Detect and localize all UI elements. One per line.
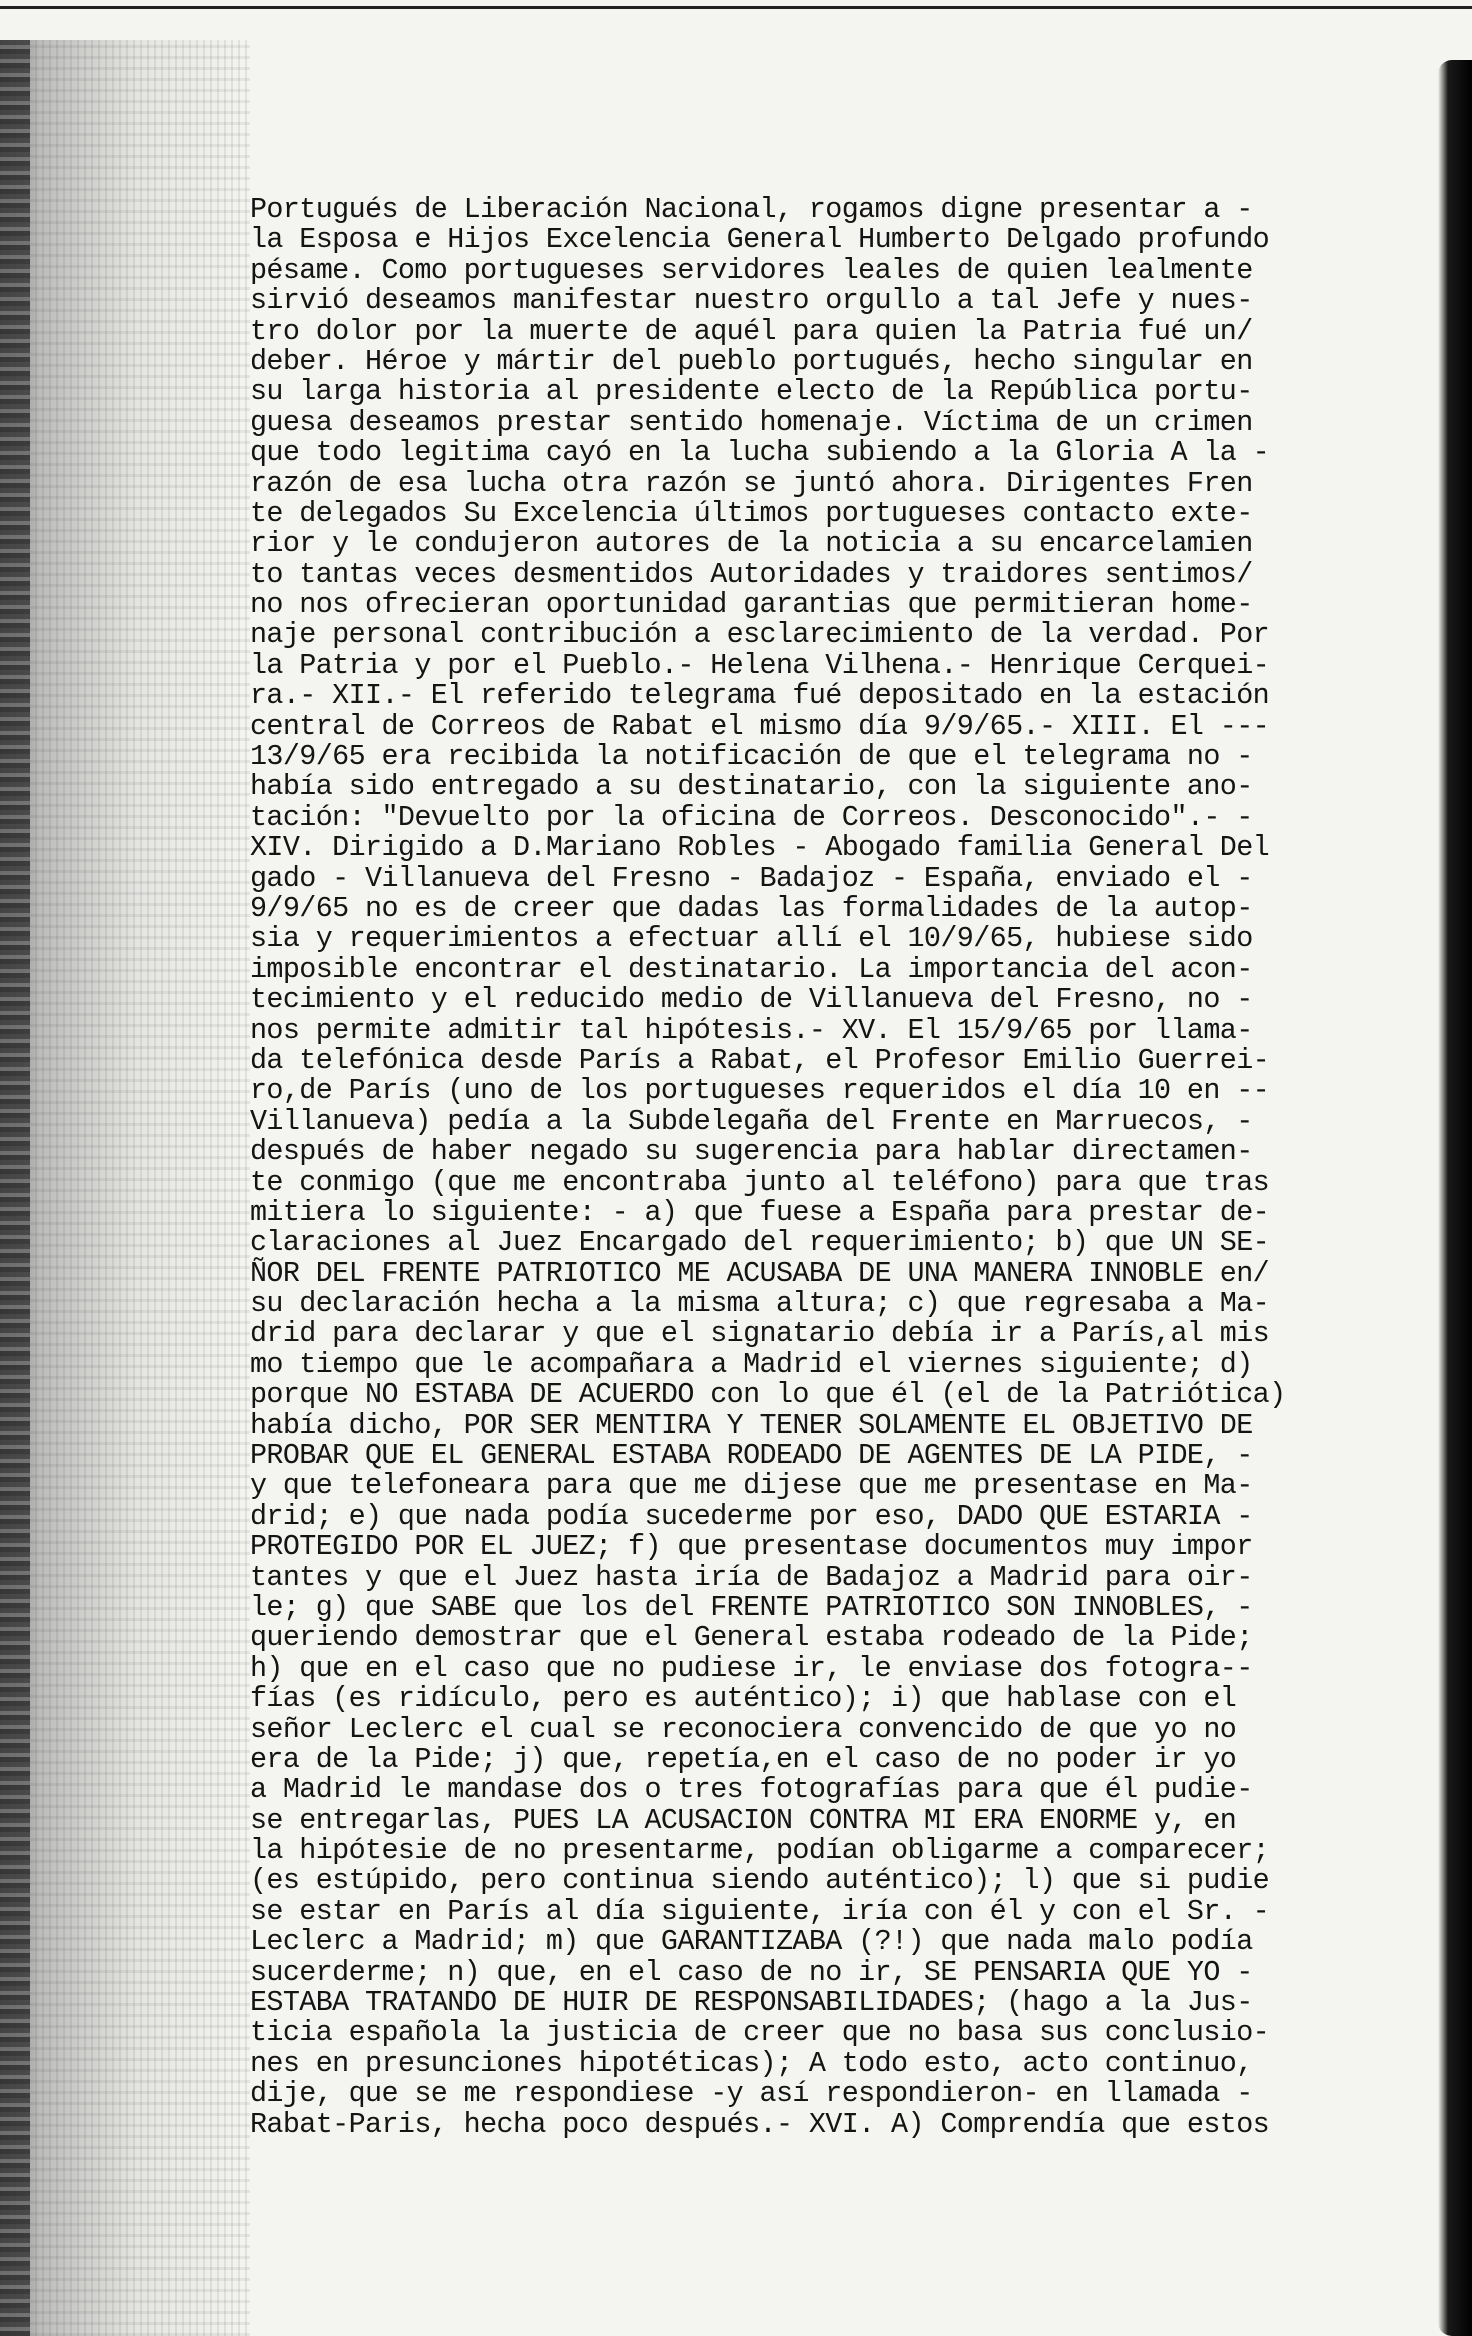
- text-line: h) que en el caso que no pudiese ir, le enviase dos fotogra--: [250, 1651, 1253, 1685]
- text-line: dije, que se me respondiese -y así respondieron- en llamada -: [250, 2077, 1253, 2111]
- text-line: 9/9/65 no es de creer que dadas las formalidades de la autop-: [250, 891, 1253, 925]
- text-line: la hipótesie de no presentarme, podían obligarme a comparecer;: [250, 1834, 1270, 1868]
- text-line: sirvió deseamos manifestar nuestro orgullo a tal Jefe y nues-: [250, 284, 1253, 318]
- text-line: nes en presunciones hipotéticas); A todo esto, acto continuo,: [250, 2046, 1253, 2080]
- text-line: había dicho, POR SER MENTIRA Y TENER SOLAMENTE EL OBJETIVO DE: [250, 1408, 1253, 1442]
- text-line: su declaración hecha a la misma altura; c) que regresaba a Ma-: [250, 1287, 1270, 1321]
- text-line: te delegados Su Excelencia últimos portugueses contacto exte-: [250, 496, 1253, 530]
- text-line: naje personal contribución a esclarecimiento de la verdad. Por: [250, 618, 1270, 652]
- text-line: XIV. Dirigido a D.Mariano Robles - Abogado familia General Del: [250, 831, 1270, 865]
- text-line: tación: "Devuelto por la oficina de Correos. Desconocido".- -: [250, 800, 1253, 834]
- text-line: no nos ofrecieran oportunidad garantias que permitieran home-: [250, 588, 1253, 622]
- text-line: había sido entregado a su destinatario, con la siguiente ano-: [250, 770, 1253, 804]
- text-line: tantes y que el Juez hasta iría de Badajoz a Madrid para oir-: [250, 1560, 1253, 1594]
- text-line: guesa deseamos prestar sentido homenaje. Víctima de un crimen: [250, 405, 1253, 439]
- text-line: central de Correos de Rabat el mismo día 9/9/65.- XIII. El ---: [250, 709, 1270, 743]
- text-line: Villanueva) pedía a la Subdelegaña del Frente en Marruecos, -: [250, 1104, 1253, 1138]
- text-line: ÑOR DEL FRENTE PATRIOTICO ME ACUSABA DE UNA MANERA INNOBLE en/: [250, 1256, 1270, 1290]
- text-line: deber. Héroe y mártir del pueblo portugués, hecho singular en: [250, 344, 1253, 378]
- text-line: y que telefoneara para que me dijese que me presentase en Ma-: [250, 1469, 1253, 1503]
- text-line: mitiera lo siguiente: - a) que fuese a España para prestar de-: [250, 1195, 1270, 1229]
- text-line: se estar en París al día siguiente, iría con él y con el Sr. -: [250, 1894, 1270, 1928]
- text-line: tro dolor por la muerte de aquél para quien la Patria fué un/: [250, 314, 1253, 348]
- text-line: porque NO ESTABA DE ACUERDO con lo que él (el de la Patriótica): [250, 1378, 1286, 1412]
- text-line: 13/9/65 era recibida la notificación de que el telegrama no -: [250, 740, 1253, 774]
- text-line: después de haber negado su sugerencia para hablar directamen-: [250, 1135, 1253, 1169]
- text-line: PROTEGIDO POR EL JUEZ; f) que presentase documentos muy impor: [250, 1530, 1253, 1564]
- text-line: razón de esa lucha otra razón se juntó ahora. Dirigentes Fren: [250, 466, 1253, 500]
- text-line: da telefónica desde París a Rabat, el Profesor Emilio Guerrei-: [250, 1043, 1270, 1077]
- text-line: drid; e) que nada podía sucederme por eso, DADO QUE ESTARIA -: [250, 1499, 1253, 1533]
- text-line: a Madrid le mandase dos o tres fotografías para que él pudie-: [250, 1773, 1253, 1807]
- text-line: se entregarlas, PUES LA ACUSACION CONTRA MI ERA ENORME y, en: [250, 1803, 1237, 1837]
- text-line: su larga historia al presidente electo de la República portu-: [250, 375, 1253, 409]
- text-line: sia y requerimientos a efectuar allí el 10/9/65, hubiese sido: [250, 922, 1253, 956]
- text-line: Portugués de Liberación Nacional, rogamos digne presentar a -: [250, 193, 1253, 226]
- text-line: te conmigo (que me encontraba junto al teléfono) para que tras: [250, 1165, 1270, 1199]
- top-edge-rule: [0, 6, 1472, 9]
- text-line: nos permite admitir tal hipótesis.- XV. El 15/9/65 por llama-: [250, 1013, 1253, 1047]
- text-line: queriendo demostrar que el General estaba rodeado de la Pide;: [250, 1621, 1253, 1655]
- text-line: ra.- XII.- El referido telegrama fué depositado en la estación: [250, 679, 1270, 713]
- text-line: to tantas veces desmentidos Autoridades y traidores sentimos/: [250, 557, 1253, 591]
- text-line: era de la Pide; j) que, repetía,en el caso de no poder ir yo: [250, 1742, 1237, 1776]
- text-line: pésame. Como portugueses servidores leales de quien lealmente: [250, 253, 1253, 287]
- text-line: claraciones al Juez Encargado del requerimiento; b) que UN SE-: [250, 1226, 1270, 1260]
- text-line: mo tiempo que le acompañara a Madrid el viernes siguiente; d): [250, 1347, 1253, 1381]
- text-line: le; g) que SABE que los del FRENTE PATRIOTICO SON INNOBLES, -: [250, 1590, 1253, 1624]
- text-line: sucerderme; n) que, en el caso de no ir, SE PENSARIA QUE YO -: [250, 1955, 1253, 1989]
- text-line: PROBAR QUE EL GENERAL ESTABA RODEADO DE AGENTES DE LA PIDE, -: [250, 1439, 1253, 1473]
- typewritten-body-text: [250, 195, 1430, 2140]
- text-line: Rabat-Paris, hecha poco después.- XVI. A) Comprendía que estos: [250, 2107, 1270, 2141]
- text-line: fías (es ridículo, pero es auténtico); i) que hablase con el: [250, 1682, 1237, 1716]
- text-line: ticia española la justicia de creer que no basa sus conclusio-: [250, 2016, 1270, 2050]
- text-line: drid para declarar y que el signatario debía ir a París,al mis: [250, 1317, 1270, 1351]
- text-line: Leclerc a Madrid; m) que GARANTIZABA (?!) que nada malo podía: [250, 1925, 1253, 1959]
- text-line: tecimiento y el reducido medio de Villanueva del Fresno, no -: [250, 983, 1253, 1017]
- text-line: ESTABA TRATANDO DE HUIR DE RESPONSABILIDADES; (hago a la Jus-: [250, 1986, 1253, 2020]
- text-line: (es estúpido, pero continua siendo auténtico); l) que si pudie: [250, 1864, 1270, 1898]
- left-binding-edge: [0, 40, 30, 2336]
- text-line: imposible encontrar el destinatario. La importancia del acon-: [250, 952, 1253, 986]
- text-line: la Esposa e Hijos Excelencia General Humberto Delgado profundo: [250, 223, 1270, 257]
- text-line: gado - Villanueva del Fresno - Badajoz - España, enviado el -: [250, 861, 1253, 895]
- left-scan-shadow: [0, 40, 250, 2336]
- text-line: rior y le condujeron autores de la noticia a su encarcelamien: [250, 527, 1253, 561]
- text-line: señor Leclerc el cual se reconociera convencido de que yo no: [250, 1712, 1237, 1746]
- text-line: que todo legitima cayó en la lucha subiendo a la Gloria A la -: [250, 436, 1270, 470]
- text-line: la Patria y por el Pueblo.- Helena Vilhena.- Henrique Cerquei-: [250, 648, 1270, 682]
- right-scan-edge: [1438, 60, 1472, 2336]
- text-line: ro,de París (uno de los portugueses requeridos el día 10 en --: [250, 1074, 1270, 1108]
